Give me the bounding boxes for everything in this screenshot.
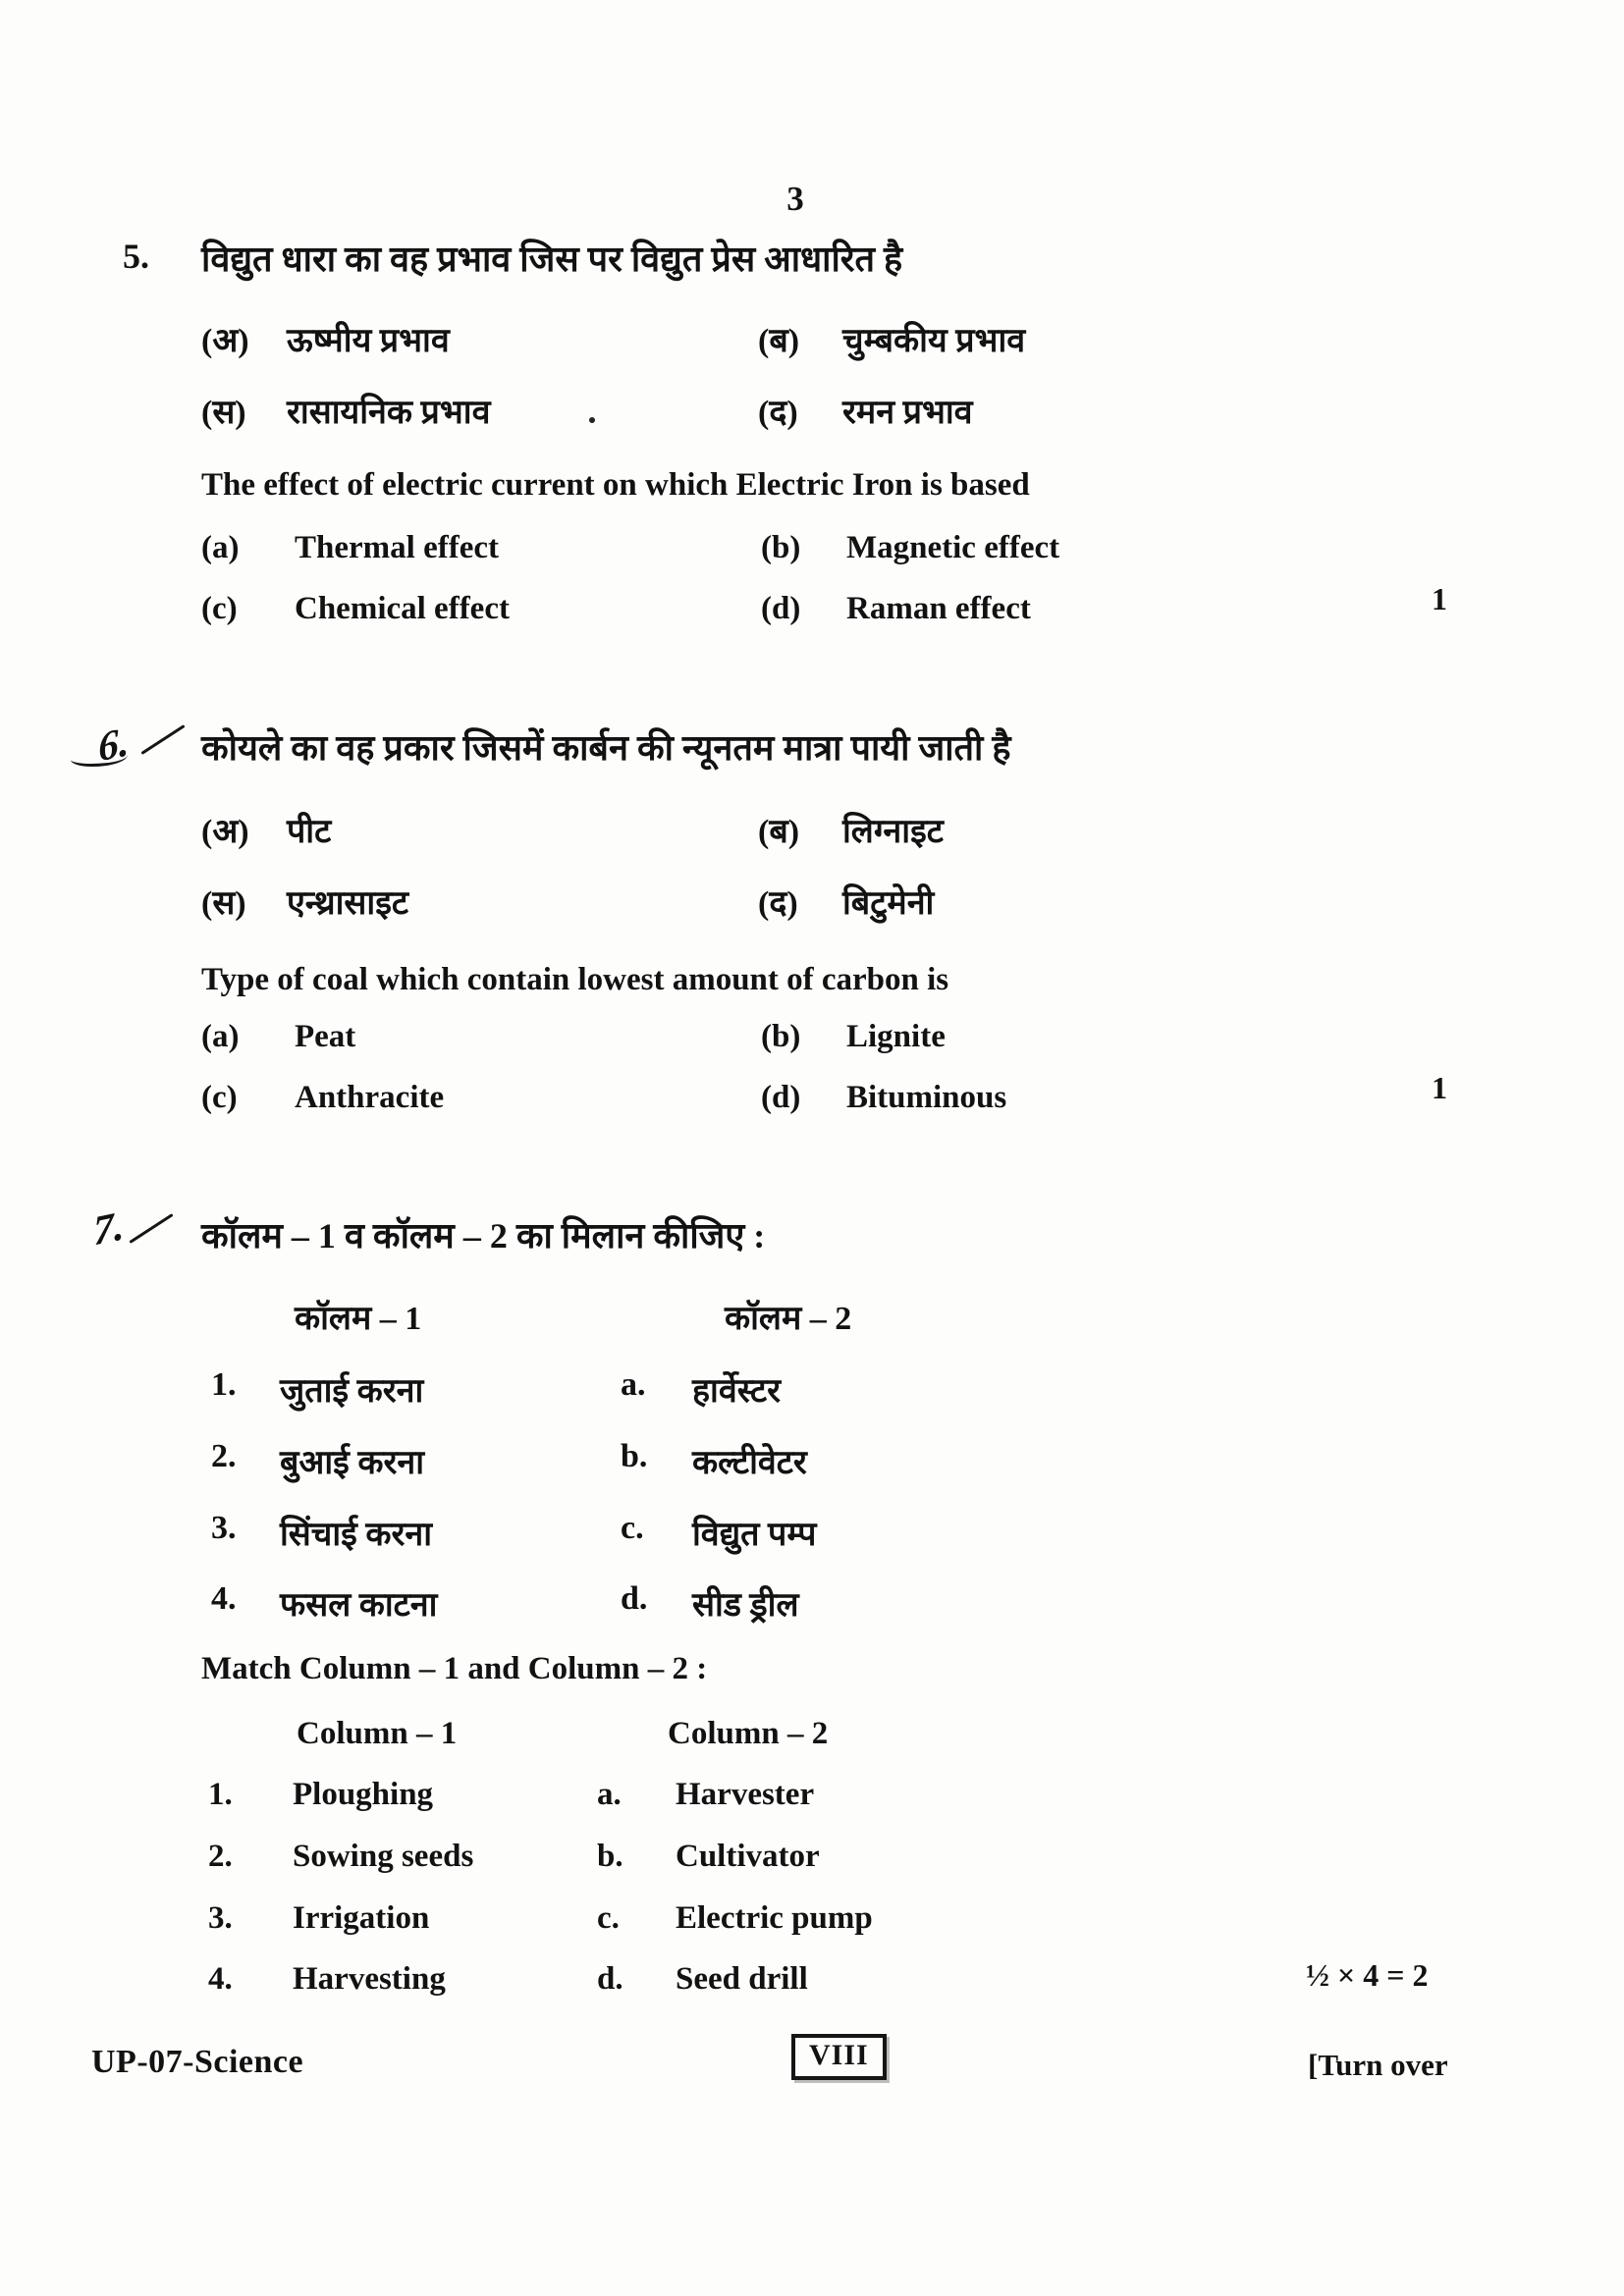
option-text: Magnetic effect (846, 530, 1060, 565)
question-5-hindi-options-row-2 (0, 388, 1624, 437)
option-text: एन्थ्रासाइट (287, 885, 409, 922)
option-text: Thermal effect (295, 530, 499, 565)
option-label: (द) (758, 885, 798, 922)
match-col2-item: हार्वेस्टर (692, 1373, 782, 1410)
hindi-match-headers (0, 1294, 1624, 1343)
option-label: (d) (761, 591, 801, 626)
option-label: (c) (201, 591, 238, 626)
question-5-marks: 1 (1432, 581, 1447, 616)
match-row-letter: a. (621, 1366, 646, 1403)
question-7-english-text: Match Column – 1 and Column – 2 : (201, 1651, 708, 1686)
match-row-number: 1. (211, 1366, 237, 1403)
option-text: चुम्बकीय प्रभाव (842, 323, 1026, 359)
match-col1-item: Sowing seeds (293, 1839, 474, 1874)
option-label: (a) (201, 1019, 240, 1054)
question-5-hindi-text: विद्युत धारा का वह प्रभाव जिस पर विद्युत प्रेस आधारित है (201, 240, 903, 279)
question-6-english-options-row-1 (0, 1019, 1624, 1068)
english-match-headers (0, 1716, 1624, 1765)
ink-speck (589, 417, 595, 423)
option-text: Anthracite (295, 1080, 445, 1115)
option-text: पीट (287, 814, 332, 850)
match-row-letter: c. (597, 1900, 620, 1936)
footer-paper-code: UP-07-Science (91, 2044, 304, 2080)
match-col1-item: जुताई करना (280, 1373, 424, 1410)
option-label: (स) (201, 395, 246, 431)
question-6-marks: 1 (1432, 1070, 1447, 1105)
match-col1-item: Harvesting (293, 1961, 446, 1997)
question-5-english-options-row-1 (0, 530, 1624, 579)
hindi-match-row (0, 1580, 1624, 1629)
question-6-hindi-text: कोयले का वह प्रकार जिसमें कार्बन की न्यूनतम मात्रा पायी जाती है (201, 728, 1011, 768)
match-col2-item: विद्युत पम्प (692, 1517, 817, 1553)
match-row-letter: d. (597, 1961, 623, 1997)
question-number: 5. (123, 237, 149, 276)
question-6-hindi-options-row-1 (0, 807, 1624, 856)
option-text: Raman effect (846, 591, 1031, 626)
question-number-handwritten: 6. (97, 719, 130, 772)
match-col1-item: Irrigation (293, 1900, 430, 1936)
option-text: Peat (295, 1019, 356, 1054)
match-col2-item: Electric pump (676, 1900, 873, 1936)
match-row-number: 4. (208, 1961, 233, 1997)
match-row-number: 2. (208, 1839, 233, 1874)
match-col2-item: Harvester (676, 1777, 815, 1812)
option-label: (ब) (758, 814, 800, 850)
english-match-row (0, 1900, 1624, 1949)
hindi-match-row (0, 1366, 1624, 1415)
option-label: (द) (758, 395, 798, 431)
question-5-english-options-row-2 (0, 591, 1624, 640)
question-5-english-text: The effect of electric current on which Electric Iron is based (201, 467, 1030, 503)
option-label: (b) (761, 1019, 801, 1054)
question-5-number (123, 236, 149, 277)
question-7-hindi-text: कॉलम – 1 व कॉलम – 2 का मिलान कीजिए : (201, 1216, 766, 1255)
column-2-header: कॉलम – 2 (725, 1301, 852, 1337)
english-match-row (0, 1839, 1624, 1888)
class-badge: VIII (791, 2034, 887, 2080)
option-label: (c) (201, 1080, 238, 1115)
pen-stroke (140, 724, 185, 755)
match-col1-item: Ploughing (293, 1777, 434, 1812)
question-6-english-options-row-2 (0, 1080, 1624, 1129)
match-col1-item: फसल काटना (280, 1587, 438, 1624)
question-number-handwritten: 7. (92, 1202, 125, 1255)
option-label: (अ) (201, 323, 249, 359)
footer-class-badge-wrap (791, 2034, 887, 2080)
match-row-letter: c. (621, 1510, 644, 1546)
option-label: (a) (201, 530, 240, 565)
hindi-match-row (0, 1510, 1624, 1559)
option-text: Chemical effect (295, 591, 510, 626)
match-row-number: 3. (211, 1510, 237, 1546)
option-text: रमन प्रभाव (842, 395, 973, 431)
footer-turn-over: [Turn over (1308, 2048, 1448, 2082)
match-row-letter: a. (597, 1777, 622, 1812)
question-7-number (92, 1202, 125, 1255)
option-text: Bituminous (846, 1080, 1007, 1115)
match-row-number: 4. (211, 1580, 237, 1617)
match-row-number: 2. (211, 1438, 237, 1474)
question-6-hindi-options-row-2 (0, 879, 1624, 928)
option-text: रासायनिक प्रभाव (287, 395, 491, 431)
match-col1-item: सिंचाई करना (280, 1517, 433, 1553)
match-row-letter: b. (597, 1839, 623, 1874)
match-row-letter: b. (621, 1438, 648, 1474)
match-col1-item: बुआई करना (280, 1445, 425, 1481)
pen-stroke (129, 1213, 173, 1244)
question-7-marks: ½ × 4 = 2 (1306, 1957, 1429, 1993)
option-text: बिटुमेनी (842, 885, 935, 922)
option-text: ऊष्मीय प्रभाव (287, 323, 450, 359)
option-label: (d) (761, 1080, 801, 1115)
hindi-match-row (0, 1438, 1624, 1487)
page-number: 3 (786, 180, 804, 218)
english-match-row (0, 1777, 1624, 1826)
match-col2-item: कल्टीवेटर (692, 1445, 807, 1481)
column-1-header: Column – 1 (297, 1716, 458, 1751)
column-1-header: कॉलम – 1 (295, 1301, 422, 1337)
question-5-hindi-options-row-1 (0, 316, 1624, 365)
match-col2-item: Cultivator (676, 1839, 820, 1874)
match-col2-item: सीड ड्रील (692, 1587, 799, 1624)
option-label: (स) (201, 885, 246, 922)
option-label: (b) (761, 530, 801, 565)
match-row-letter: d. (621, 1580, 648, 1617)
option-label: (ब) (758, 323, 800, 359)
option-text: Lignite (846, 1019, 946, 1054)
match-row-number: 1. (208, 1777, 233, 1812)
column-2-header: Column – 2 (668, 1716, 829, 1751)
option-text: लिग्नाइट (842, 814, 944, 850)
question-6-english-text: Type of coal which contain lowest amount of carbon is (201, 962, 949, 997)
match-col2-item: Seed drill (676, 1961, 808, 1997)
match-row-number: 3. (208, 1900, 233, 1936)
option-label: (अ) (201, 814, 249, 850)
